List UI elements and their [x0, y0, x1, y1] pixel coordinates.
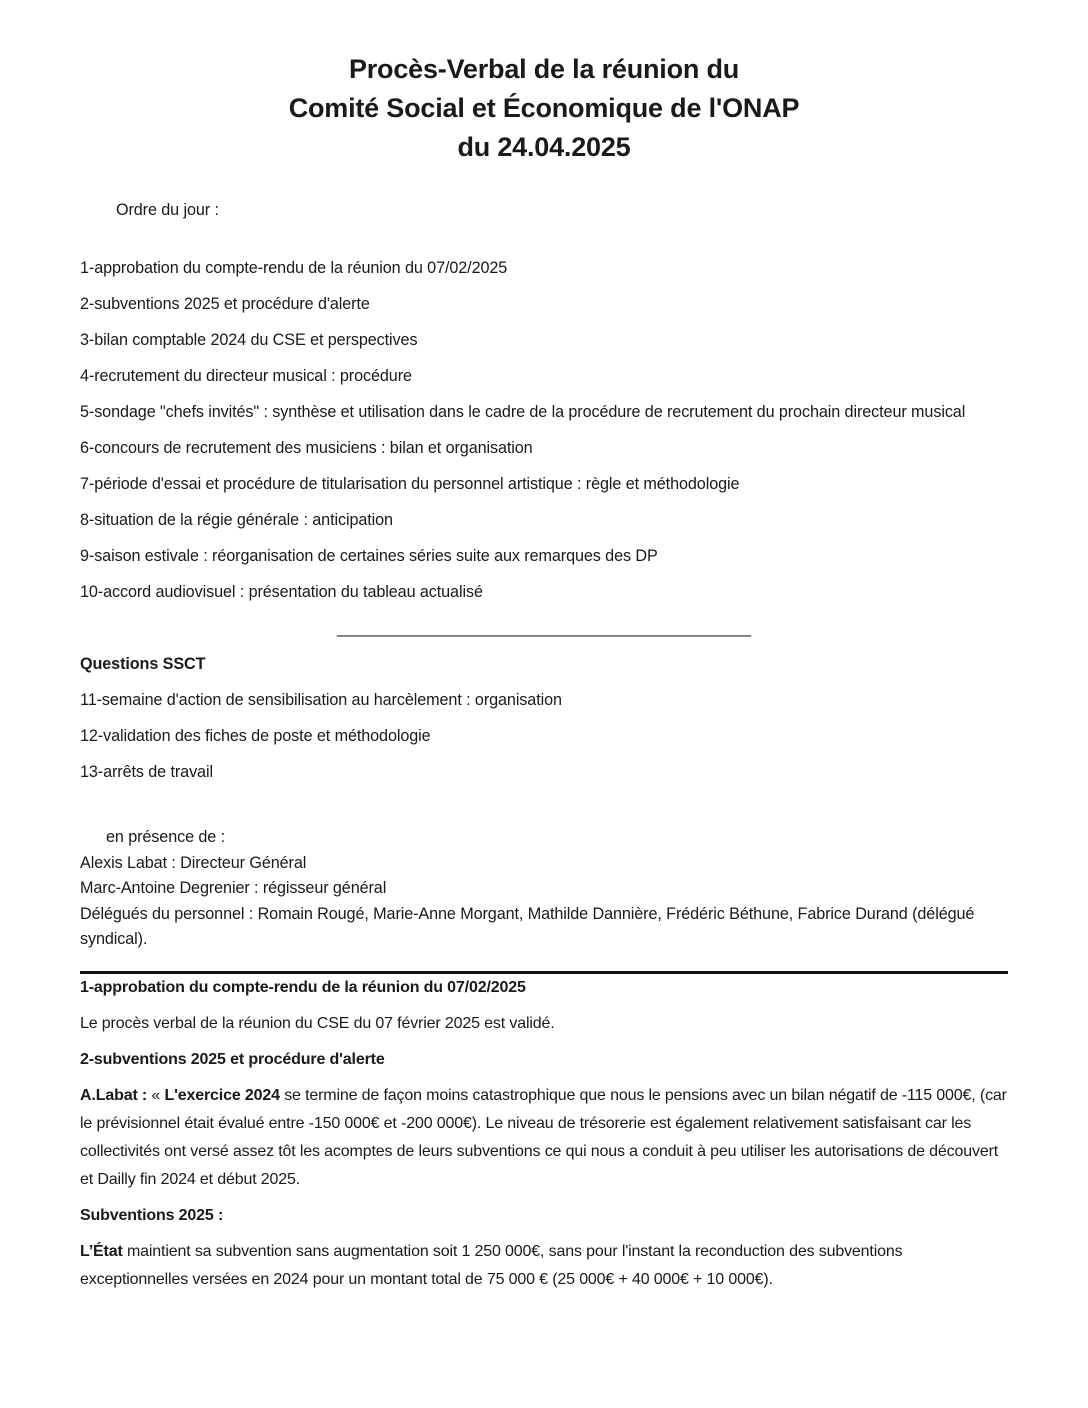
ssct-heading: Questions SSCT [80, 655, 206, 673]
paragraph-rest: se termine de façon moins catastrophique que nous le pensions avec un bilan négatif de -115 000€, (car le prévisionnel était évalué entre -150 000€ et -200 000€). Le niveau de trésorerie est également relativement satisfaisant car les collectivités ont versé assez tôt les acomptes de leurs subventions ce qui nous a conduit à peu utiliser les autorisations de découvert et Dailly fin 2024 et début 2025. [80, 1086, 1007, 1188]
attendance-line-3: Délégués du personnel : Romain Rougé, Marie-Anne Morgant, Mathilde Dannière, Frédéric Béthune, Fabrice Durand (délégué syndical). [80, 904, 975, 948]
document-title [80, 50, 1008, 167]
agenda-item-2: 2-subventions 2025 et procédure d'alerte [80, 295, 370, 313]
etat-lead: L’État [80, 1242, 123, 1260]
title-line-1: Procès-Verbal de la réunion du [348, 54, 740, 84]
agenda-item-3: 3-bilan comptable 2024 du CSE et perspectives [80, 331, 418, 349]
agenda-item-4: 4-recrutement du directeur musical : procédure [80, 367, 412, 385]
paragraph-lead: L'exercice 2024 [164, 1086, 280, 1104]
agenda-label: Ordre du jour : [116, 201, 219, 219]
section-1-heading: 1-approbation du compte-rendu de la réunion du 07/02/2025 [80, 978, 526, 996]
ssct-item-12: 12-validation des fiches de poste et méthodologie [80, 727, 431, 745]
agenda-item-9: 9-saison estivale : réorganisation de certaines séries suite aux remarques des DP [80, 547, 658, 565]
etat-rest: maintient sa subvention sans augmentation soit 1 250 000€, sans pour l'instant la reconduction des subventions exceptionnelles versées en 2024 pour un montant total de 75 000 € (25 000€ + 40 000€ + 10 000€). [80, 1242, 903, 1288]
agenda-item-7: 7-période d'essai et procédure de titularisation du personnel artistique : règle et méthodologie [80, 475, 740, 493]
minutes-body [80, 974, 1008, 1294]
agenda-item-6: 6-concours de recrutement des musiciens : bilan et organisation [80, 439, 533, 457]
etat-paragraph [80, 1238, 1008, 1294]
section-2-heading: 2-subventions 2025 et procédure d'alerte [80, 1050, 385, 1068]
attendance-block [80, 825, 1008, 953]
agenda-item-5: 5-sondage "chefs invités" : synthèse et utilisation dans le cadre de la procédure de recrutement du prochain directeur musical [80, 403, 966, 421]
agenda-item-1: 1-approbation du compte-rendu de la réunion du 07/02/2025 [80, 259, 508, 277]
ssct-item-11: 11-semaine d'action de sensibilisation au harcèlement : organisation [80, 691, 562, 709]
subventions-sub-heading: Subventions 2025 : [80, 1206, 224, 1224]
speaker-name: A.Labat : [80, 1086, 148, 1104]
agenda-item-8: 8-situation de la régie générale : anticipation [80, 511, 393, 529]
underscore-separator: ______________________________________________ [336, 619, 752, 637]
quote-open: « [151, 1086, 161, 1104]
agenda-item-10: 10-accord audiovisuel : présentation du tableau actualisé [80, 583, 483, 601]
title-line-3: du 24.04.2025 [457, 132, 631, 162]
ssct-item-13: 13-arrêts de travail [80, 763, 213, 781]
title-line-2: Comité Social et Économique de l'ONAP [288, 93, 800, 123]
attendance-line-2: Marc-Antoine Degrenier : régisseur général [80, 879, 387, 897]
section-1-body: Le procès verbal de la réunion du CSE du 07 février 2025 est validé. [80, 1014, 555, 1032]
attendance-intro: en présence de : [106, 828, 225, 846]
section-2-paragraph [80, 1082, 1008, 1194]
attendance-line-1: Alexis Labat : Directeur Général [80, 853, 307, 872]
